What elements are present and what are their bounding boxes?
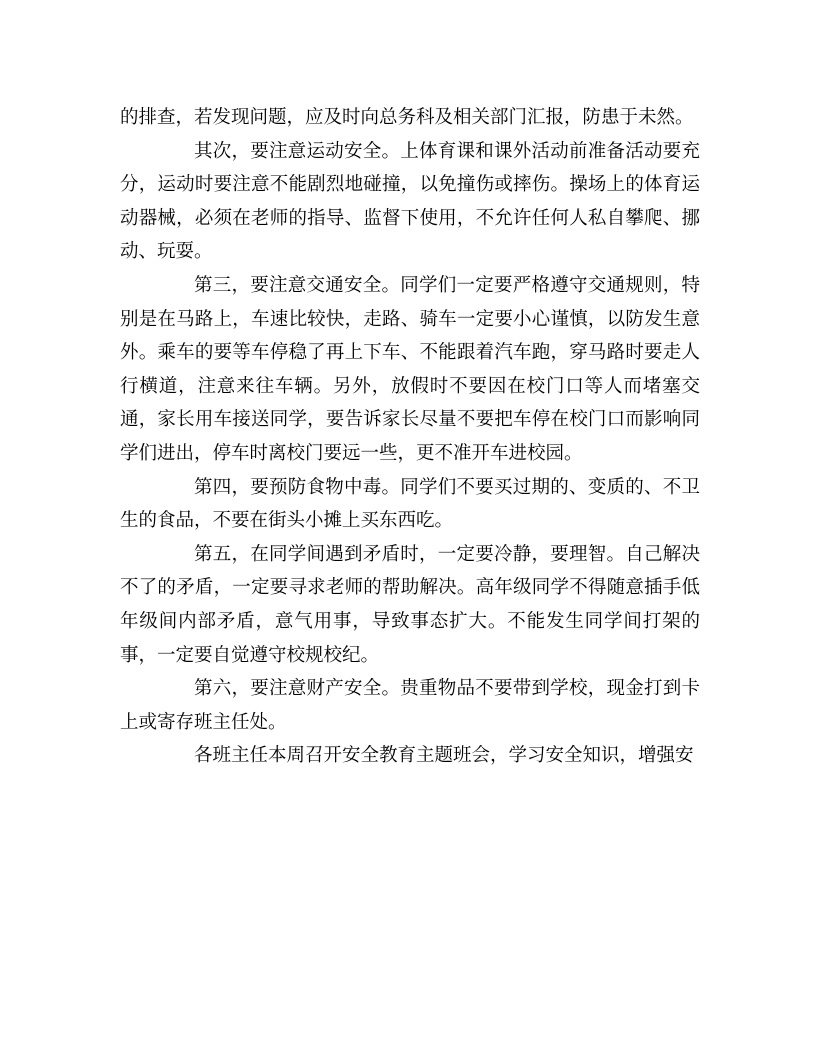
paragraph-6: 第六，要注意财产安全。贵重物品不要带到学校，现金打到卡上或寄存班主任处。 xyxy=(120,678,700,733)
paragraph-1: 的排查，若发现问题，应及时向总务科及相关部门汇报，防患于未然。 xyxy=(120,107,694,128)
paragraph-2: 其次，要注意运动安全。上体育课和课外活动前准备活动要充分，运动时要注意不能剧烈地碰撞，以免撞伤或摔伤。操场上的体育运动器械，必须在老师的指导、监督下使用，不允许任何人私自攀爬、挪动、玩耍。 xyxy=(120,140,700,263)
paragraph-5: 第五，在同学间遇到矛盾时，一定要冷静，要理智。自己解决不了的矛盾，一定要寻求老师的帮助解决。高年级同学不得随意插手低年级间内部矛盾，意气用事，导致事态扩大。不能发生同学间打架的事，一定要自觉遵守校规校纪。 xyxy=(120,543,700,666)
document-body xyxy=(120,101,700,773)
paragraph-4: 第四，要预防食物中毒。同学们不要买过期的、变质的、不卫生的食品，不要在街头小摊上买东西吃。 xyxy=(120,476,700,532)
paragraph-7: 各班主任本周召开安全教育主题班会，学习安全知识，增强安 xyxy=(194,745,694,767)
paragraph-3: 第三，要注意交通安全。同学们一定要严格遵守交通规则，特别是在马路上，车速比较快，走路、骑车一定要小心谨慎，以防发生意外。乘车的要等车停稳了再上下车、不能跟着汽车跑，穿马路时要走人行横道，注意来往车辆。另外，放假时不要因在校门口等人而堵塞交通，家长用车接送同学，要告诉家长尽量不要把车停在校门口而影响同学们进出，停车时离校门要远一些，更不准开车进校园。 xyxy=(120,274,700,464)
